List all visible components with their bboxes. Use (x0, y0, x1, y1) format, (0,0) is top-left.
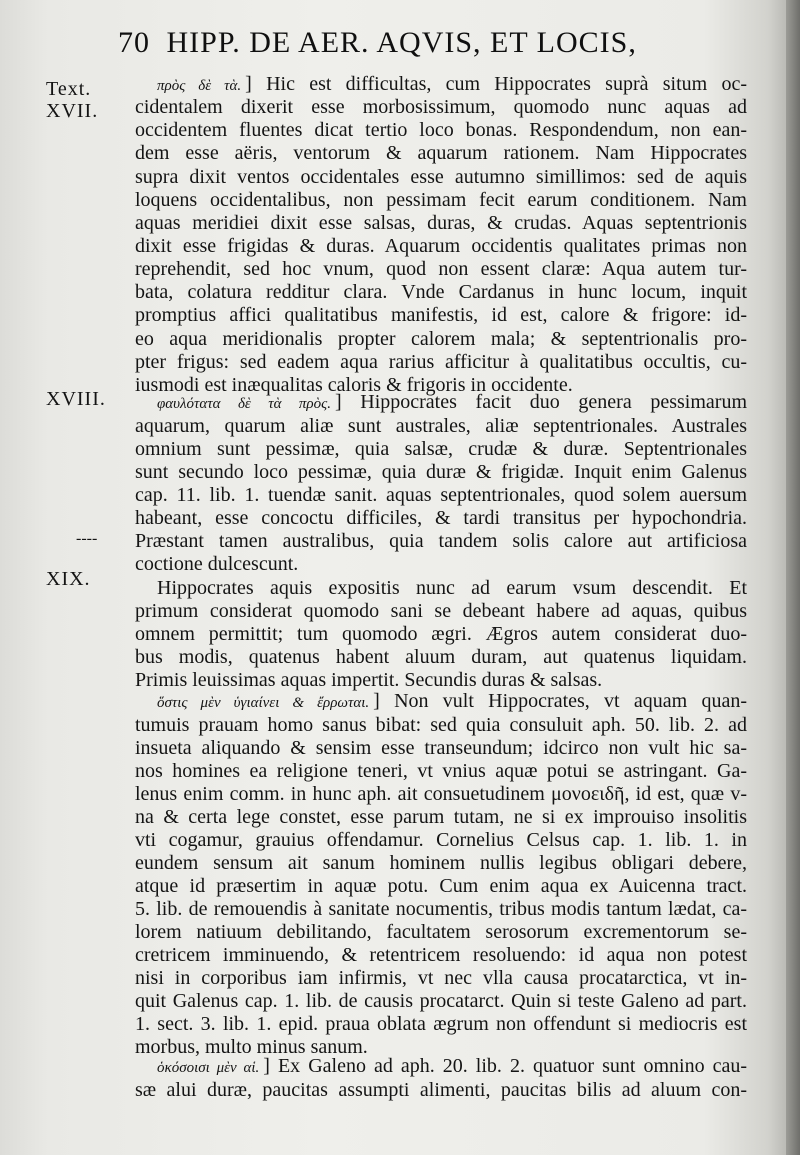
line-text: aquarum, quarum aliæ sunt australes, aliæ septentrionales. Australes (135, 415, 747, 437)
text-line (135, 390, 747, 414)
text-line (135, 211, 747, 235)
text-line (135, 805, 747, 829)
line-text: omnium sunt pessimæ, quia salsæ, crudæ & duræ. Septentrionales (135, 438, 747, 460)
line-text: atque id præsertim in aquæ potu. Cum enim aqua ex Auicenna tract. (135, 875, 747, 897)
line-text: bus modis, quatenus habent aluum duram, aut quatenus liquidam. (135, 646, 747, 668)
line-text: habeant, esse concoctu difficiles, & tardi transitus per hypochondria. (135, 507, 747, 529)
text-line (135, 599, 747, 623)
text-line (135, 966, 747, 990)
text-line (135, 95, 747, 119)
text-line (135, 622, 747, 646)
text-line (135, 280, 747, 304)
line-text: ] Hippocrates facit duo genera pessimarum (334, 391, 747, 413)
line-text: cretricem imminuendo, & retentricem resoluendo: id aqua non potest (135, 944, 747, 966)
greek-lemma: πρὸς δὲ τὰ. (157, 78, 242, 94)
line-text: pter frigus: sed eadem aqua rarius afficitur à qualitatibus occultis, cu- (135, 351, 747, 373)
text-line (135, 713, 747, 737)
margin-dash: ---- (76, 530, 98, 547)
text-line (135, 943, 747, 967)
running-head (118, 26, 798, 60)
greek-lemma: ὁκόσοισι μὲν αἱ. (157, 1060, 260, 1076)
text-line (135, 506, 747, 530)
margin-note-17: XVII. (46, 100, 99, 122)
text-line (135, 529, 747, 553)
line-text: insueta aliquando & sensim esse transeundum; idcirco non vult hic sa- (135, 737, 747, 759)
line-text: ] Ex Galeno ad aph. 20. lib. 2. quatuor sunt omnino cau- (263, 1055, 747, 1077)
line-text: dixit esse frigidas & duras. Aquarum occidentis qualitates primas non (135, 235, 747, 257)
line-text: reprehendit, sed hoc vnum, quod non essent claræ: Aqua autem tur- (135, 258, 747, 280)
text-line (135, 759, 747, 783)
line-text: na & certa lege constet, esse parum tutam, ne si ex improuiso insolitis (135, 806, 747, 828)
line-text: cidentalem dixerit esse morbosissimum, quomodo nunc aquas ad (135, 96, 747, 118)
line-text: bata, colatura redditur clara. Vnde Cardanus in hunc locum, inquit (135, 281, 747, 303)
text-line (135, 1012, 747, 1036)
line-text: iusmodi est inæqualitas caloris & frigoris in occidente. (135, 374, 573, 396)
line-text: Primis leuissimas aquas impertit. Secundis duras & salsas. (135, 669, 603, 691)
line-text: morbus, multo minus sanum. (135, 1036, 368, 1058)
text-line (135, 460, 747, 484)
text-line (135, 327, 747, 351)
text-line (135, 257, 747, 281)
line-text: Præstant tamen australibus, quia tandem solis calore aut artificiosa (135, 530, 747, 552)
text-line (135, 828, 747, 852)
text-line (135, 851, 747, 875)
text-line (135, 165, 747, 189)
text-line (135, 118, 747, 142)
line-text: quit Galenus cap. 1. lib. de causis procatarct. Quin si teste Galeno ad part. (135, 990, 747, 1012)
line-text: 5. lib. de remouendis à sanitate nocumentis, tribus modis tantum lædat, ca- (135, 898, 747, 920)
text-line (135, 437, 747, 461)
text-line (135, 782, 747, 806)
line-text: eo aqua meridionalis propter calorem mala; & septentrionalis pro- (135, 328, 747, 350)
line-text: eundem sensum ait sanum hominem nullis legibus obligari debere, (135, 852, 747, 874)
text-line (135, 576, 747, 600)
line-text: coctione dulcescunt. (135, 553, 299, 575)
line-text: tumuis prauam homo sanus bibat: sed quia consuluit aph. 50. lib. 2. ad (135, 714, 747, 736)
page-gutter-shadow (786, 0, 800, 1155)
text-line (135, 234, 747, 258)
line-text: lenus enim comm. in hunc aph. ait consuetudinem μονοειδῆ, id est, quæ v- (135, 783, 747, 805)
line-text: ] Non vult Hippocrates, vt aquam quan- (373, 690, 747, 712)
margin-note-19: XIX. (46, 568, 91, 590)
text-line (135, 874, 747, 898)
greek-lemma: ὅστις μὲν ὑγιαίνει & ἔρρωται. (157, 695, 370, 711)
text-line (135, 350, 747, 374)
line-text: lorem natiuum debilitando, facultatem serosorum excrementorum se- (135, 921, 747, 943)
line-text: Hippocrates aquis expositis nunc ad earum vsum descendit. Et (157, 577, 747, 599)
greek-lemma: φαυλότατα δὲ τὰ πρὸς. (157, 396, 331, 412)
text-line (135, 414, 747, 438)
text-line (135, 689, 747, 713)
page-number: 70 (118, 26, 150, 59)
line-text: ] Hic est difficultas, cum Hippocrates suprà situm oc- (245, 73, 747, 95)
line-text: vti cogamur, grauius offendamur. Cornelius Celsus cap. 1. lib. 1. in (135, 829, 747, 851)
text-line (135, 736, 747, 760)
text-line (135, 552, 747, 576)
line-text: promptius affici qualitatibus manifestis, id est, calore & frigore: id- (135, 304, 747, 326)
text-line (135, 1054, 747, 1078)
line-text: dem esse aëris, ventorum & aquarum rationem. Nam Hippocrates (135, 142, 747, 164)
text-line (135, 483, 747, 507)
margin-note-18: XVIII. (46, 388, 106, 410)
margin-note-textus: Text. (46, 78, 92, 100)
text-line (135, 920, 747, 944)
line-text: cap. 11. lib. 1. tuendæ sanit. aquas septentrionales, quod solem auersum (135, 484, 747, 506)
line-text: nos homines ea religione teneri, vt vnius aquæ potui se astringant. Ga- (135, 760, 747, 782)
line-text: occidentem fluentes dicat tertio loco bonas. Respondendum, non ean- (135, 119, 747, 141)
text-line (135, 141, 747, 165)
text-line (135, 303, 747, 327)
text-line (135, 989, 747, 1013)
text-line (135, 188, 747, 212)
text-line (135, 72, 747, 96)
line-text: loquens occidentalibus, non pessimam fecit earum conditionem. Nam (135, 189, 747, 211)
line-text: supra dixit ventos occidentales esse autumno simillimos: sed de aquis (135, 166, 747, 188)
text-line (135, 645, 747, 669)
line-text: nisi in corporibus iam infirmis, vt nec vlla causa procatarctica, vt in- (135, 967, 747, 989)
text-line (135, 897, 747, 921)
running-title: HIPP. DE AER. AQVIS, ET LOCIS, (166, 26, 637, 59)
text-line (135, 1078, 747, 1102)
line-text: sunt secundo loco pessimæ, quia duræ & frigidæ. Inquit enim Galenus (135, 461, 747, 483)
line-text: omnem permittit; tum quomodo ægri. Ægros autem considerat duo- (135, 623, 747, 645)
line-text: 1. sect. 3. lib. 1. epid. praua oblata ægrum non offendunt si mediocris est (135, 1013, 747, 1035)
line-text: sæ alui duræ, paucitas assumpti alimenti, paucitas bilis ad aluum con- (135, 1079, 747, 1101)
line-text: aquas meridiei dixit esse salsas, duras, & crudas. Aquas septentrionis (135, 212, 747, 234)
line-text: primum considerat quomodo sani se debeant habere ad aquas, quibus (135, 600, 747, 622)
